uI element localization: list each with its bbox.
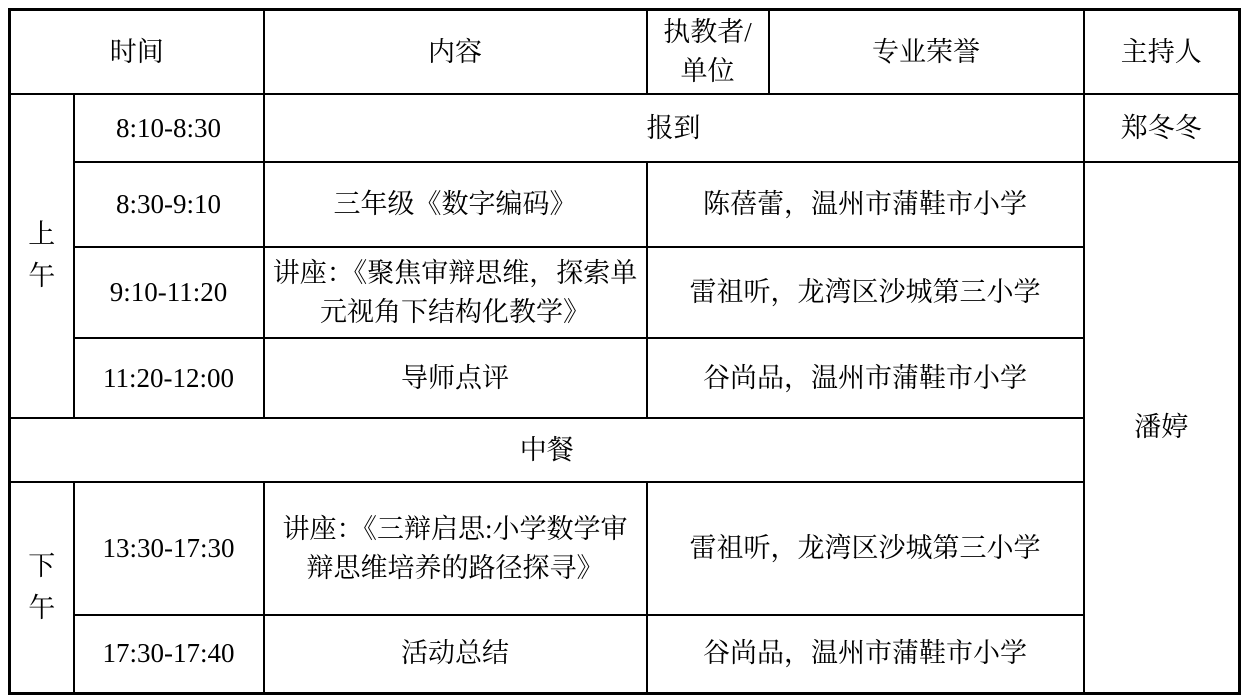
cell-presenter-lecture-afternoon: 雷祖听，龙湾区沙城第三小学 [647, 482, 1084, 615]
cell-content-lecture-afternoon: 讲座：《三辩启思:小学数学审辩思维培养的路径探寻》 [264, 482, 647, 615]
row-lecture-afternoon [10, 482, 1240, 615]
header-content: 内容 [264, 10, 647, 95]
row-lecture-morning [10, 247, 1240, 338]
cell-content-registration: 报到 [264, 94, 1084, 162]
row-summary [10, 615, 1240, 693]
cell-presenter-lesson-grade3: 陈蓓蕾，温州市蒲鞋市小学 [647, 162, 1084, 247]
cell-time-registration: 8:10-8:30 [74, 94, 264, 162]
cell-host-main: 潘婷 [1084, 162, 1240, 693]
header-honor: 专业荣誉 [769, 10, 1084, 95]
section-morning-cell [10, 94, 74, 418]
row-lunch [10, 418, 1240, 482]
row-lesson-grade3 [10, 162, 1240, 247]
cell-content-summary: 活动总结 [264, 615, 647, 693]
cell-time-lecture-afternoon: 13:30-17:30 [74, 482, 264, 615]
cell-presenter-lecture-morning: 雷祖听，龙湾区沙城第三小学 [647, 247, 1084, 338]
cell-content-lecture-morning: 讲座：《聚焦审辩思维，探索单元视角下结构化教学》 [264, 247, 647, 338]
cell-lunch: 中餐 [10, 418, 1084, 482]
cell-host-registration: 郑冬冬 [1084, 94, 1240, 162]
cell-time-lesson-grade3: 8:30-9:10 [74, 162, 264, 247]
header-instructor-unit: 执教者/单位 [647, 10, 769, 95]
cell-time-mentor-comments: 11:20-12:00 [74, 338, 264, 418]
header-time: 时间 [10, 10, 264, 95]
header-host: 主持人 [1084, 10, 1240, 95]
cell-presenter-mentor-comments: 谷尚品，温州市蒲鞋市小学 [647, 338, 1084, 418]
cell-content-lesson-grade3: 三年级《数字编码》 [264, 162, 647, 247]
row-registration [10, 94, 1240, 162]
section-morning-label: 上午 [28, 219, 56, 292]
section-afternoon-cell [10, 482, 74, 693]
cell-time-summary: 17:30-17:40 [74, 615, 264, 693]
header-row [10, 10, 1240, 95]
cell-presenter-summary: 谷尚品，温州市蒲鞋市小学 [647, 615, 1084, 693]
section-afternoon-label: 下午 [28, 550, 56, 623]
schedule-table [8, 8, 1241, 695]
cell-content-mentor-comments: 导师点评 [264, 338, 647, 418]
row-mentor-comments [10, 338, 1240, 418]
cell-time-lecture-morning: 9:10-11:20 [74, 247, 264, 338]
